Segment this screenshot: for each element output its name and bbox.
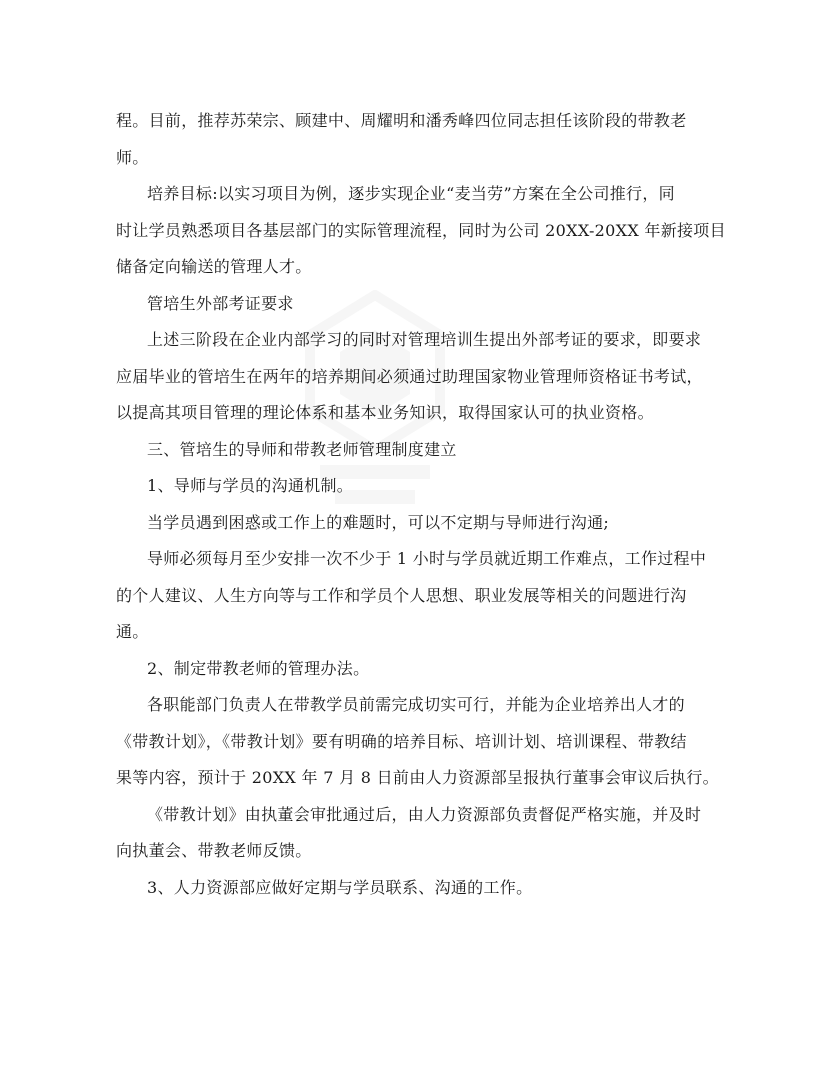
document-body — [116, 103, 726, 906]
paragraph-line: 通。 — [116, 622, 149, 641]
paragraph-line: 《带教计划》由执董会审批通过后，由人力资源部负责督促严格实施，并及时 — [147, 804, 702, 824]
paragraph-line: 当学员遇到困惑或工作上的难题时，可以不定期与导师进行沟通; — [147, 512, 610, 532]
paragraph-line: 应届毕业的管培生在两年的培养期间必须通过助理国家物业管理师资格证书考试， — [116, 366, 703, 386]
subsection-heading: 1、导师与学员的沟通机制。 — [147, 476, 354, 495]
paragraph-line: 培养目标:以实习项目为例，逐步实现企业“麦当劳”方案在全公司推行，同 — [147, 184, 675, 203]
paragraph-line: 储备定向输送的管理人才。 — [116, 257, 312, 276]
paragraph-line: 的个人建议、人生方向等与工作和学员个人思想、职业发展等相关的问题进行沟 — [116, 585, 687, 605]
subsection-heading: 3、人力资源部应做好定期与学员联系、沟通的工作。 — [147, 877, 533, 897]
section-heading: 三、管培生的导师和带教老师管理制度建立 — [147, 439, 457, 459]
paragraph-line: 以提高其项目管理的理论体系和基本业务知识，取得国家认可的执业资格。 — [116, 403, 654, 422]
paragraph-line: 师。 — [116, 147, 149, 167]
paragraph-line: 导师必须每月至少安排一次不少于 1 小时与学员就近期工作难点，工作过程中 — [147, 549, 707, 568]
paragraph-line: 各职能部门负责人在带教学员前需完成切实可行，并能为企业培养出人才的 — [147, 695, 685, 714]
section-heading: 管培生外部考证要求 — [147, 293, 294, 313]
paragraph-line: 果等内容，预计于 20XX 年 7 月 8 日前由人力资源部呈报执行董事会审议后执行。 — [116, 768, 719, 787]
paragraph-line: 向执董会、带教老师反馈。 — [116, 841, 312, 860]
subsection-heading: 2、制定带教老师的管理办法。 — [147, 658, 370, 678]
paragraph-line: 《带教计划》，《带教计划》要有明确的培养目标、培训计划、培训课程、带教结 — [116, 731, 687, 751]
paragraph-line: 上述三阶段在企业内部学习的同时对管理培训生提出外部考证的要求，即要求 — [147, 330, 702, 349]
paragraph-line: 时让学员熟悉项目各基层部门的实际管理流程，同时为公司 20XX-20XX 年新接项目 — [116, 220, 726, 240]
paragraph-line: 程。目前，推荐苏荣宗、顾建中、周耀明和潘秀峰四位同志担任该阶段的带教老 — [116, 111, 687, 130]
